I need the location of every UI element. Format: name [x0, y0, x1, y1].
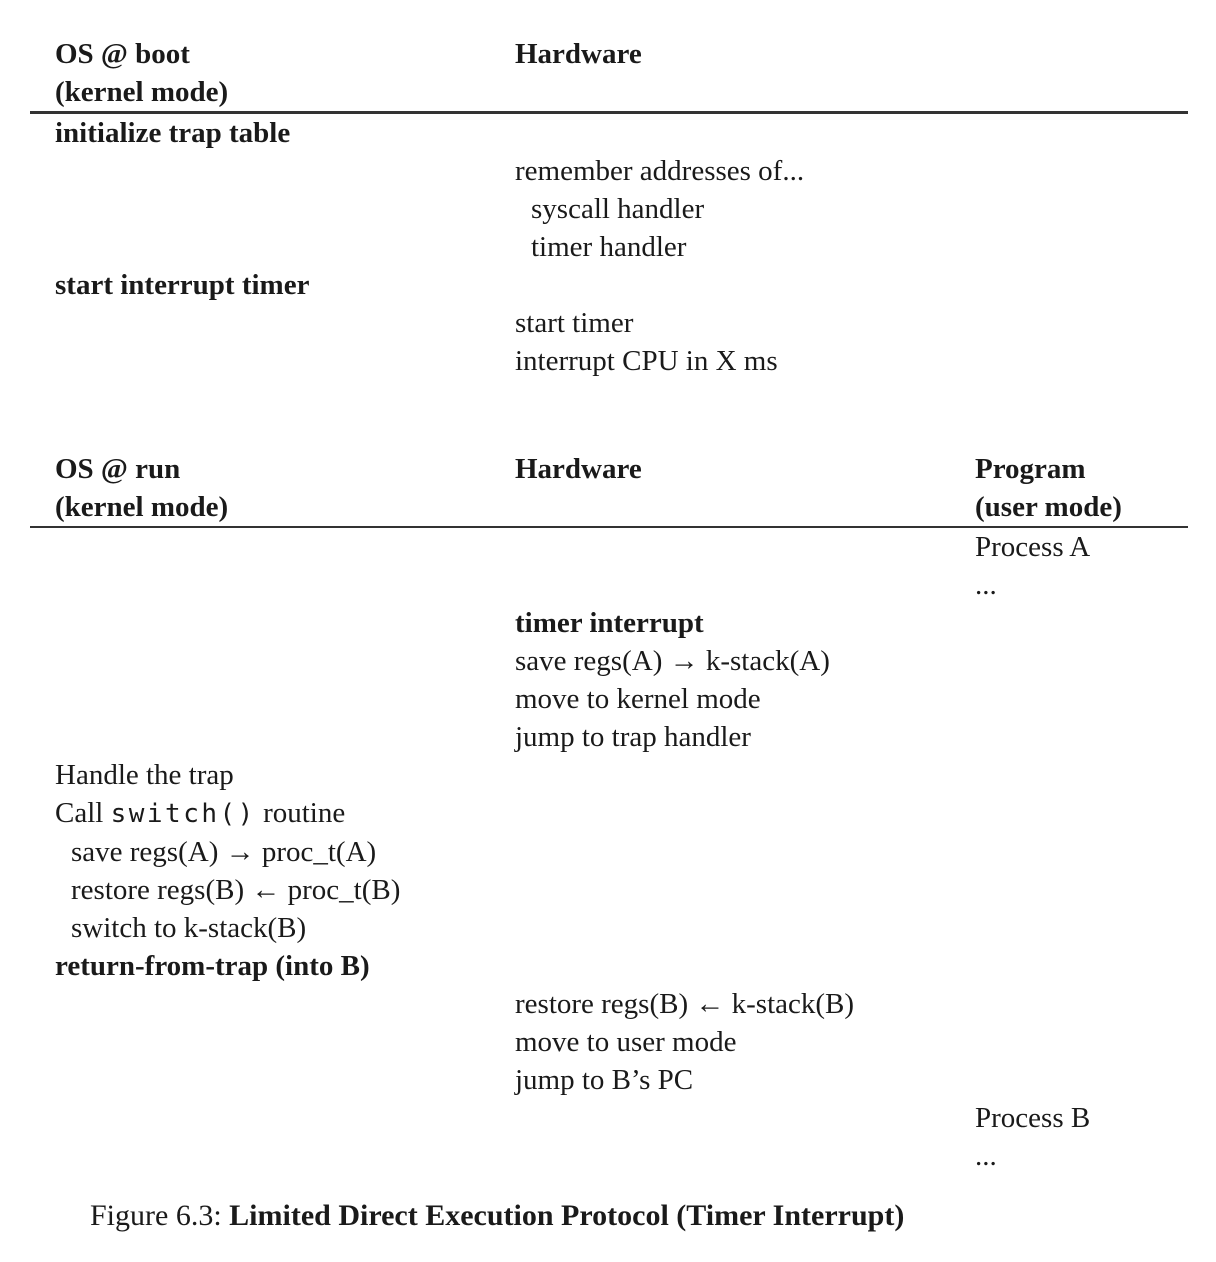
protocol-step-row	[0, 566, 1216, 604]
column-header-boot-2	[975, 35, 1216, 111]
step-text: interrupt CPU in X ms	[515, 344, 778, 377]
protocol-step-row	[0, 909, 1216, 947]
step-text-segment: Call	[55, 797, 111, 829]
empty-cell	[975, 909, 1216, 947]
step-text: Process B	[975, 1102, 1091, 1134]
protocol-step-row	[0, 794, 1216, 833]
protocol-step-row	[0, 266, 1216, 304]
empty-cell	[55, 604, 515, 642]
column-header-run-2	[975, 450, 1216, 526]
empty-cell	[55, 1137, 515, 1175]
empty-cell	[975, 642, 1216, 680]
empty-cell	[975, 604, 1216, 642]
empty-cell	[975, 114, 1216, 152]
empty-cell	[975, 756, 1216, 794]
column-header-line: (kernel mode)	[55, 490, 229, 523]
section-rows	[0, 114, 1216, 380]
protocol-step-row	[0, 718, 1216, 756]
protocol-step-row	[0, 190, 1216, 228]
empty-cell	[515, 114, 975, 152]
step-text: move to kernel mode	[515, 683, 761, 715]
empty-cell	[55, 528, 515, 566]
step-text: jump to trap handler	[515, 721, 751, 753]
step-text: start interrupt timer	[55, 268, 310, 301]
protocol-step-row	[0, 680, 1216, 718]
empty-cell	[975, 794, 1216, 833]
empty-cell	[975, 228, 1216, 266]
protocol-step-row	[0, 756, 1216, 794]
empty-cell	[55, 1023, 515, 1061]
section-header-row	[0, 450, 1216, 526]
empty-cell	[975, 680, 1216, 718]
step-text-segment: routine	[255, 797, 346, 829]
section-os-run	[0, 450, 1216, 1176]
empty-cell	[975, 985, 1216, 1023]
empty-cell	[55, 718, 515, 756]
empty-cell	[515, 794, 975, 833]
empty-cell	[515, 566, 975, 604]
empty-cell	[975, 342, 1216, 380]
empty-cell	[515, 947, 975, 985]
column-header-line: OS @ boot	[55, 38, 190, 70]
step-text: jump to B’s PC	[515, 1064, 694, 1096]
section-header-row	[0, 35, 1216, 111]
step-text: switch to k-stack(B)	[71, 912, 307, 944]
inline-code: switch()	[110, 799, 256, 829]
column-header-line: Program	[975, 452, 1086, 485]
empty-cell	[515, 266, 975, 304]
step-text: ...	[975, 1140, 997, 1172]
step-text: return-from-trap (into B)	[55, 950, 370, 982]
step-text: syscall handler	[531, 192, 705, 225]
empty-cell	[975, 266, 1216, 304]
column-header-boot-0	[55, 35, 515, 111]
empty-cell	[55, 566, 515, 604]
protocol-step-row	[0, 528, 1216, 566]
empty-cell	[975, 1023, 1216, 1061]
caption-title: Limited Direct Execution Protocol (Timer Interrupt)	[229, 1199, 905, 1232]
protocol-step-row	[0, 833, 1216, 871]
step-text: timer interrupt	[515, 607, 704, 639]
step-text: Process A	[975, 531, 1091, 563]
empty-cell	[975, 190, 1216, 228]
protocol-step-row	[0, 304, 1216, 342]
protocol-step-row	[0, 114, 1216, 152]
figure-caption	[0, 1196, 1216, 1236]
column-header-line: (user mode)	[975, 490, 1122, 523]
step-text: Handle the trap	[55, 759, 234, 791]
empty-cell	[515, 871, 975, 909]
empty-cell	[55, 985, 515, 1023]
empty-cell	[975, 833, 1216, 871]
empty-cell	[975, 947, 1216, 985]
empty-cell	[975, 152, 1216, 190]
protocol-step-row	[0, 152, 1216, 190]
empty-cell	[515, 1099, 975, 1137]
protocol-step-row	[0, 342, 1216, 380]
empty-cell	[975, 304, 1216, 342]
protocol-step-row	[0, 604, 1216, 642]
empty-cell	[515, 833, 975, 871]
step-text: restore regs(B) ← proc_t(B)	[71, 874, 401, 906]
empty-cell	[55, 1099, 515, 1137]
empty-cell	[55, 228, 515, 266]
step-text: initialize trap table	[55, 116, 291, 149]
column-header-run-0	[55, 450, 515, 526]
column-header-boot-1	[515, 35, 975, 111]
protocol-step-row	[0, 985, 1216, 1023]
section-os-boot	[0, 35, 1216, 380]
empty-cell	[55, 680, 515, 718]
caption-prefix: Figure 6.3:	[90, 1199, 230, 1232]
protocol-step-row	[0, 228, 1216, 266]
step-text: move to user mode	[515, 1026, 737, 1058]
empty-cell	[55, 190, 515, 228]
section-rows	[0, 528, 1216, 1175]
protocol-step-row	[0, 1099, 1216, 1137]
step-text: remember addresses of...	[515, 154, 805, 187]
step-text: timer handler	[531, 230, 687, 263]
step-text: ...	[975, 569, 997, 601]
protocol-step-row	[0, 1137, 1216, 1175]
protocol-step-row	[0, 1023, 1216, 1061]
column-header-line: Hardware	[515, 38, 642, 70]
step-text	[55, 794, 515, 833]
empty-cell	[515, 909, 975, 947]
column-header-line: Hardware	[515, 452, 642, 485]
protocol-step-row	[0, 947, 1216, 985]
step-text: save regs(A) → proc_t(A)	[71, 836, 377, 868]
step-text: restore regs(B) ← k-stack(B)	[515, 988, 855, 1020]
empty-cell	[515, 756, 975, 794]
protocol-step-row	[0, 871, 1216, 909]
column-header-run-1	[515, 450, 975, 526]
empty-cell	[975, 1061, 1216, 1099]
empty-cell	[515, 1137, 975, 1175]
step-text: start timer	[515, 306, 634, 339]
empty-cell	[975, 871, 1216, 909]
empty-cell	[515, 528, 975, 566]
step-text: save regs(A) → k-stack(A)	[515, 645, 830, 677]
column-header-line: OS @ run	[55, 452, 181, 485]
empty-cell	[55, 342, 515, 380]
column-header-line: (kernel mode)	[55, 76, 229, 108]
empty-cell	[55, 1061, 515, 1099]
protocol-step-row	[0, 1061, 1216, 1099]
empty-cell	[975, 718, 1216, 756]
empty-cell	[55, 304, 515, 342]
empty-cell	[55, 152, 515, 190]
empty-cell	[55, 642, 515, 680]
protocol-step-row	[0, 642, 1216, 680]
